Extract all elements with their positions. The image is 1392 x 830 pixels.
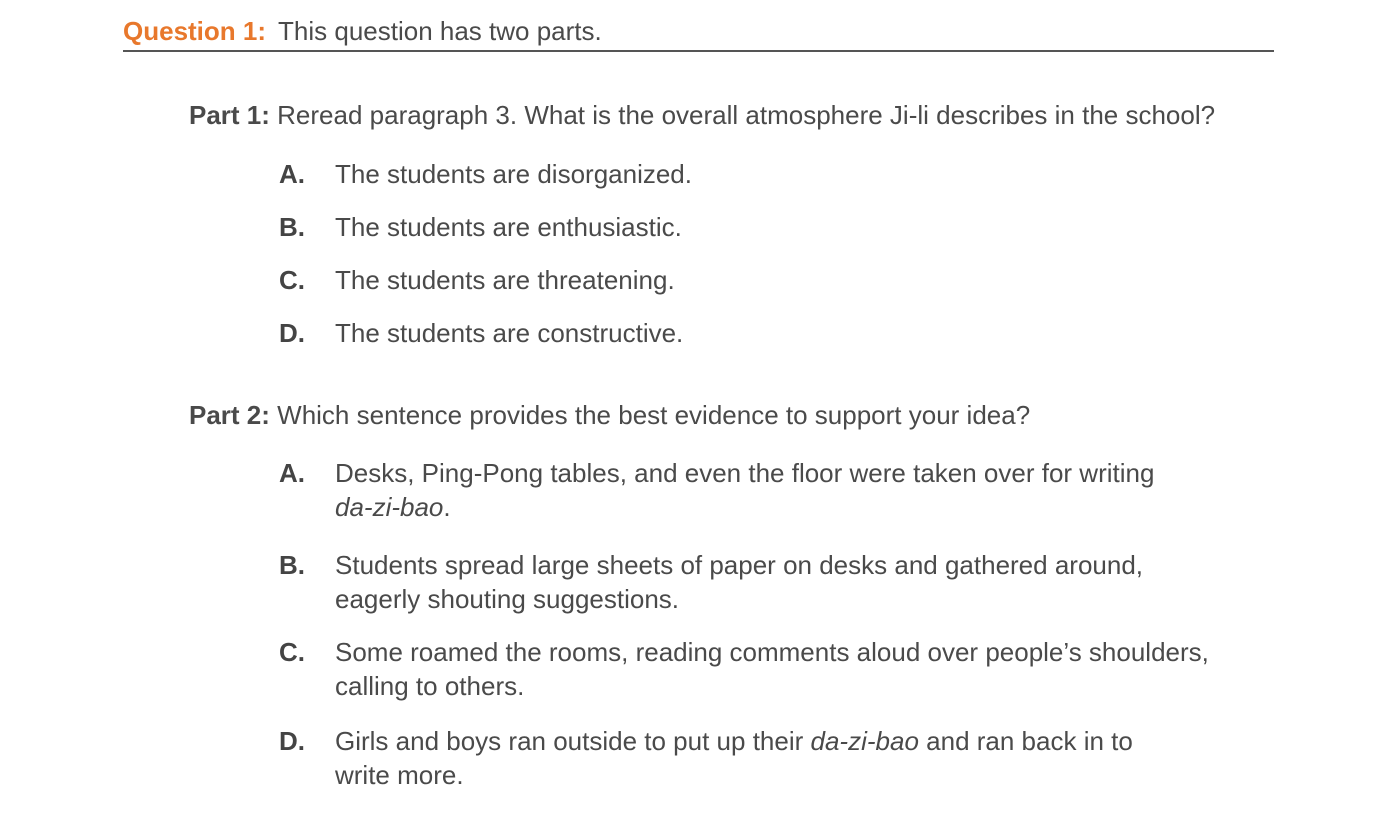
option-text-before: Girls and boys ran outside to put up their bbox=[335, 726, 804, 756]
part2-prompt bbox=[189, 398, 1030, 432]
option-text-line2: calling to others. bbox=[335, 671, 525, 701]
option-letter: C. bbox=[279, 637, 305, 667]
option-text-line1: Some roamed the rooms, reading comments aloud over people’s shoulders, bbox=[335, 637, 1209, 667]
option-letter: D. bbox=[279, 726, 305, 756]
question-header bbox=[123, 14, 1274, 52]
option-text: The students are constructive. bbox=[335, 318, 684, 348]
option-letter: D. bbox=[279, 318, 305, 348]
option-letter: C. bbox=[279, 265, 305, 295]
option-text-after: and ran back in to bbox=[926, 726, 1133, 756]
option-letter: A. bbox=[279, 458, 305, 488]
option-text-punct: . bbox=[443, 492, 451, 522]
option-letter: B. bbox=[279, 212, 305, 242]
option-letter: A. bbox=[279, 159, 305, 189]
part2-label: Part 2: bbox=[189, 400, 270, 430]
option-text-italic-term: da-zi-bao bbox=[335, 492, 444, 522]
option-text: The students are disorganized. bbox=[335, 159, 692, 189]
option-letter: B. bbox=[279, 550, 305, 580]
option-text bbox=[335, 548, 1289, 616]
option-text-line2: eagerly shouting suggestions. bbox=[335, 584, 680, 614]
option-text: The students are threatening. bbox=[335, 265, 675, 295]
question-text: This question has two parts. bbox=[278, 16, 602, 46]
option-text-line1: Desks, Ping-Pong tables, and even the floor were taken over for writing bbox=[335, 458, 1155, 488]
option-text bbox=[335, 635, 1289, 703]
part2-prompt-text: Which sentence provides the best evidence to support your idea? bbox=[277, 400, 1031, 430]
option-text-line2: write more. bbox=[335, 760, 464, 790]
option-text bbox=[335, 724, 1289, 792]
option-text: The students are enthusiastic. bbox=[335, 212, 682, 242]
part1-label: Part 1: bbox=[189, 100, 270, 130]
option-text bbox=[335, 456, 1289, 524]
question-label: Question 1: bbox=[123, 16, 267, 46]
option-text-italic-term: da-zi-bao bbox=[810, 726, 919, 756]
option-text-line1: Students spread large sheets of paper on desks and gathered around, bbox=[335, 550, 1144, 580]
part1-prompt bbox=[189, 98, 1215, 132]
part1-prompt-text: Reread paragraph 3. What is the overall atmosphere Ji-li describes in the school? bbox=[277, 100, 1216, 130]
